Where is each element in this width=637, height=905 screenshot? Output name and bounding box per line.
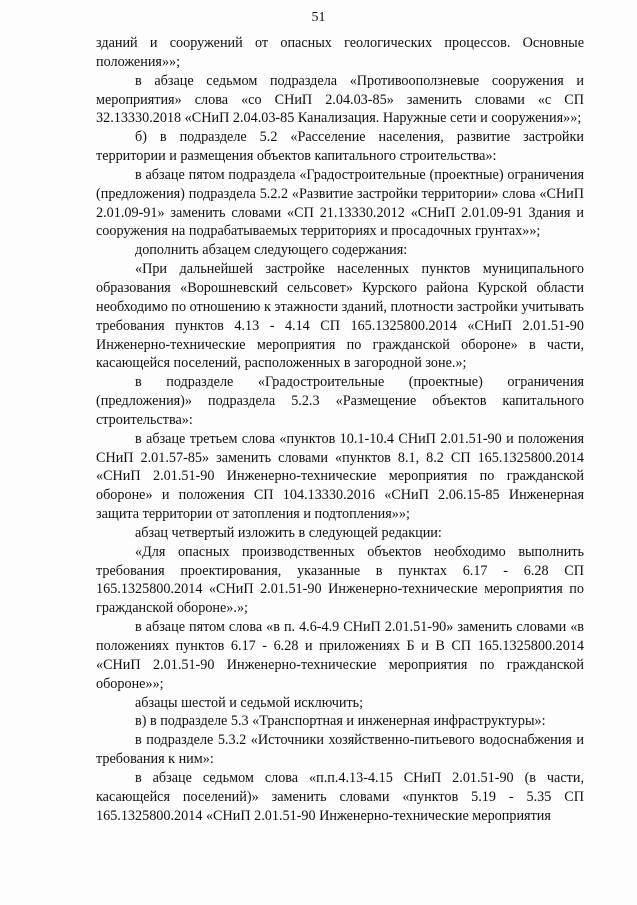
paragraph: в абзаце седьмом подраздела «Противооползневые сооружения и мероприятия» слова «со СНиП 2.04.03-85» заменить словами «с СП 32.13330.2018 «СНиП 2.04.03-85 Канализация. Наружные сети и сооружения»»; bbox=[96, 72, 584, 127]
paragraph: в абзаце пятом слова «в п. 4.6-4.9 СНиП 2.01.51-90» заменить словами «в положениях пунктов 6.17 - 6.28 и приложениях Б и В СП 165.1325800.2014 «СНиП 2.01.51-90 Инженерно-технические мероприятия по гражданской обороне»»; bbox=[96, 619, 584, 692]
paragraph: абзац четвертый изложить в следующей редакции: bbox=[135, 524, 442, 541]
paragraph: в) в подразделе 5.3 «Транспортная и инженерная инфраструктуры»: bbox=[135, 713, 546, 730]
paragraph: в абзаце пятом подраздела «Градостроительные (проектные) ограничения (предложения) подраздела 5.2.2 «Развитие застройки территории» слова «СНиП 2.01.09-91» заменить словами «СП 21.13330.2012 «СНиП 2.01.09-91 Здания и сооружения на подрабатываемых территориях и просадочных грунтах»»; bbox=[96, 166, 584, 240]
paragraph: в подразделе «Градостроительные (проектные) ограничения (предложения)» подраздела 5.2.3 «Размещение объектов капитального строительства»: bbox=[96, 374, 584, 428]
paragraph: в подразделе 5.3.2 «Источники хозяйственно-питьевого водоснабжения и требования к ним»: bbox=[96, 732, 584, 768]
paragraph: б) в подразделе 5.2 «Расселение населения, развитие застройки территории и размещения объектов капитального строительства»: bbox=[96, 129, 584, 165]
paragraph: «При дальнейшей застройке населенных пунктов муниципального образования «Ворошневский сельсовет» Курского района Курской области необходимо по отношению к этажности зданий, плотности застройки учитывать требования пунктов 4.13 - 4.14 СП 165.1325800.2014 «СНиП 2.01.51-90 Инженерно-технические мероприятия по гражданской обороне» в части, касающейся поселений, расположенных в загородной зоне.»; bbox=[96, 261, 584, 372]
paragraph: «Для опасных производственных объектов необходимо выполнить требования проектирования, указанные в пунктах 6.17 - 6.28 СП 165.1325800.2014 «СНиП 2.01.51-90 Инженерно-технические мероприятия по гражданской обороне».»; bbox=[96, 543, 584, 617]
body-text bbox=[96, 34, 584, 825]
paragraph: абзацы шестой и седьмой исключить; bbox=[135, 694, 364, 711]
paragraph: в абзаце третьем слова «пунктов 10.1-10.4 СНиП 2.01.51-90 и положения СНиП 2.01.57-85» заменить словами «пунктов 8.1, 8.2 СП 165.1325800.2014 «СНиП 2.01.51-90 Инженерно-технические мероприятия по гражданской обороне» и положения СП 104.13330.2016 «СНиП 2.06.15-85 Инженерная защита территории от затопления и подтопления»»; bbox=[96, 430, 584, 523]
paragraph: в абзаце седьмом слова «п.п.4.13-4.15 СНиП 2.01.51-90 (в части, касающейся поселений)» заменить словами «пунктов 5.19 - 5.35 СП 165.1325800.2014 «СНиП 2.01.51-90 Инженерно-технические мероприятия bbox=[96, 769, 584, 824]
paragraph: зданий и сооружений от опасных геологических процессов. Основные положения»»; bbox=[96, 35, 584, 70]
paragraph: дополнить абзацем следующего содержания: bbox=[135, 242, 408, 259]
page-number: 51 bbox=[311, 10, 326, 25]
